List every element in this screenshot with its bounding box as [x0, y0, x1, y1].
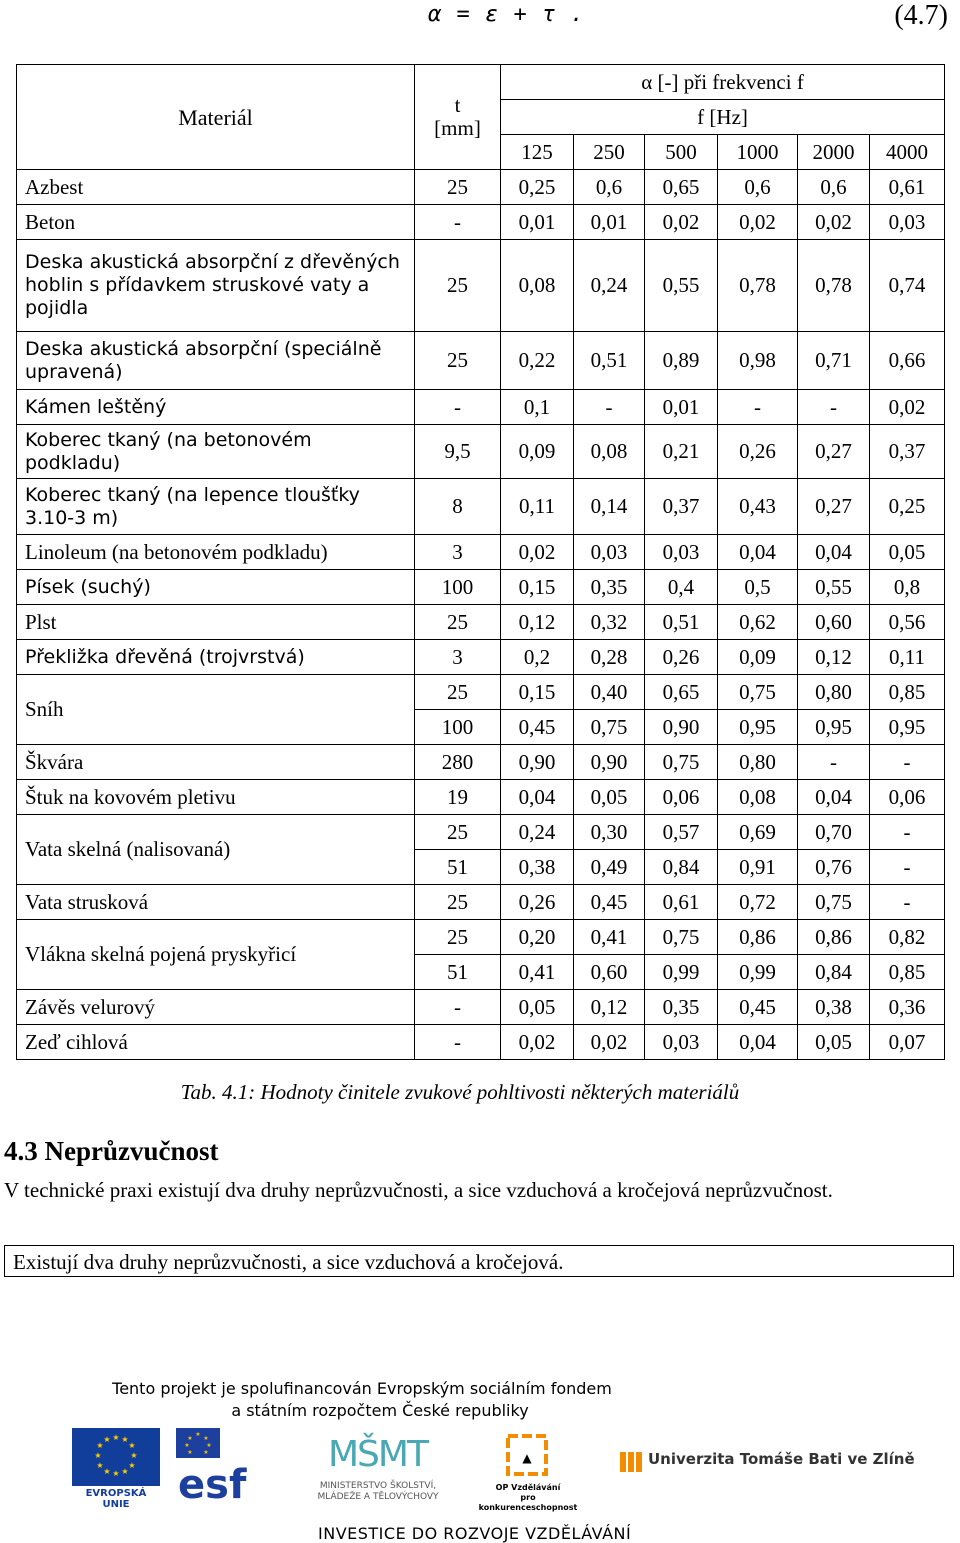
thickness-cell: -	[415, 990, 501, 1025]
material-name: Kámen leštěný	[17, 390, 415, 425]
thickness-cell: -	[415, 205, 501, 240]
alpha-cell: 0,07	[870, 1025, 945, 1060]
equation-formula: α = ε + τ .	[428, 2, 585, 27]
table-row	[17, 745, 945, 780]
alpha-cell: 0,05	[870, 535, 945, 570]
header-alpha: α [-] při frekvenci f	[501, 65, 945, 100]
alpha-cell: 0,80	[798, 675, 870, 710]
alpha-cell: 0,03	[870, 205, 945, 240]
header-freq-125: 125	[501, 135, 574, 170]
alpha-cell: 0,49	[574, 850, 645, 885]
alpha-cell: -	[798, 390, 870, 425]
table-row	[17, 170, 945, 205]
table-body	[17, 170, 945, 1060]
msmt-logo	[288, 1428, 468, 1502]
alpha-cell: 0,04	[798, 535, 870, 570]
alpha-cell: 0,55	[645, 240, 718, 332]
utb-logo	[620, 1448, 915, 1478]
header-freq-2000: 2000	[798, 135, 870, 170]
alpha-cell: 0,01	[501, 205, 574, 240]
header-freq-4000: 4000	[870, 135, 945, 170]
table-row	[17, 675, 945, 710]
alpha-cell: 0,02	[501, 1025, 574, 1060]
utb-label: Univerzita Tomáše Bati ve Zlíně	[648, 1450, 915, 1468]
svg-text:★: ★	[103, 1467, 111, 1476]
table-row	[17, 479, 945, 535]
equation	[0, 0, 960, 40]
thickness-cell: 19	[415, 780, 501, 815]
alpha-cell: -	[574, 390, 645, 425]
alpha-cell: 0,70	[798, 815, 870, 850]
alpha-cell: 0,78	[798, 240, 870, 332]
opvk-label-1: OP Vzdělávání	[495, 1483, 561, 1492]
alpha-cell: 0,36	[870, 990, 945, 1025]
svg-text:★: ★	[128, 1461, 136, 1470]
alpha-cell: 0,56	[870, 605, 945, 640]
footer-line-1: Tento projekt je spolufinancován Evropským sociálním fondem	[112, 1379, 612, 1398]
thickness-cell: 25	[415, 675, 501, 710]
svg-text:★: ★	[121, 1467, 129, 1476]
material-name: Deska akustická absorpční z dřevěných hoblin s přídavkem struskové vaty a pojidla	[17, 240, 415, 332]
alpha-cell: 0,85	[870, 675, 945, 710]
table-row	[17, 332, 945, 390]
esf-logo	[176, 1428, 272, 1500]
table-row	[17, 240, 945, 332]
table-row	[17, 390, 945, 425]
alpha-cell: 0,08	[574, 425, 645, 479]
alpha-cell: 0,60	[798, 605, 870, 640]
alpha-cell: 0,95	[798, 710, 870, 745]
summary-box: Existují dva druhy neprůzvučnosti, a sice vzduchová a kročejová.	[4, 1245, 954, 1277]
alpha-cell: 0,25	[870, 479, 945, 535]
svg-text:★: ★	[203, 1449, 209, 1456]
alpha-cell: 0,08	[718, 780, 798, 815]
alpha-cell: 0,03	[574, 535, 645, 570]
alpha-cell: 0,03	[645, 1025, 718, 1060]
msmt-label-1: MINISTERSTVO ŠKOLSTVÍ,	[319, 1481, 437, 1491]
thickness-cell: -	[415, 1025, 501, 1060]
alpha-cell: 0,40	[574, 675, 645, 710]
alpha-cell: 0,45	[718, 990, 798, 1025]
thickness-cell: 100	[415, 710, 501, 745]
alpha-cell: 0,15	[501, 570, 574, 605]
alpha-cell: 0,76	[798, 850, 870, 885]
thickness-cell: 3	[415, 640, 501, 675]
header-frequency: f [Hz]	[501, 100, 945, 135]
alpha-cell: -	[870, 815, 945, 850]
alpha-cell: 0,90	[501, 745, 574, 780]
svg-text:★: ★	[203, 1435, 209, 1442]
alpha-cell: 0,04	[718, 1025, 798, 1060]
svg-text:★: ★	[121, 1435, 129, 1444]
thickness-cell: 51	[415, 850, 501, 885]
material-name: Štuk na kovovém pletivu	[17, 780, 415, 815]
thickness-cell: 25	[415, 815, 501, 850]
alpha-cell: 0,41	[574, 920, 645, 955]
table-row	[17, 780, 945, 815]
alpha-cell: 0,86	[718, 920, 798, 955]
material-name: Koberec tkaný (na betonovém podkladu)	[17, 425, 415, 479]
equation-number: (4.7)	[894, 0, 948, 31]
alpha-cell: 0,35	[645, 990, 718, 1025]
alpha-cell: 0,24	[501, 815, 574, 850]
section-paragraph: V technické praxi existují dva druhy neprůzvučnosti, a sice vzduchová a kročejová neprůzvučnost.	[4, 1178, 833, 1202]
material-name: Zeď cihlová	[17, 1025, 415, 1060]
alpha-cell: 0,69	[718, 815, 798, 850]
alpha-cell: -	[870, 745, 945, 780]
thickness-cell: 3	[415, 535, 501, 570]
alpha-cell: 0,8	[870, 570, 945, 605]
thickness-cell: 25	[415, 920, 501, 955]
material-name: Vata strusková	[17, 885, 415, 920]
eu-logo	[72, 1428, 160, 1510]
alpha-cell: 0,24	[574, 240, 645, 332]
svg-text:MŠMT: MŠMT	[328, 1434, 427, 1475]
svg-text:★: ★	[96, 1461, 104, 1470]
alpha-cell: 0,02	[645, 205, 718, 240]
alpha-cell: 0,05	[574, 780, 645, 815]
alpha-cell: 0,45	[574, 885, 645, 920]
alpha-cell: 0,62	[718, 605, 798, 640]
table-row	[17, 1025, 945, 1060]
alpha-cell: 0,78	[718, 240, 798, 332]
header-freq-1000: 1000	[718, 135, 798, 170]
alpha-cell: 0,09	[718, 640, 798, 675]
alpha-cell: 0,75	[718, 675, 798, 710]
alpha-cell: 0,65	[645, 675, 718, 710]
material-name: Beton	[17, 205, 415, 240]
alpha-cell: 0,21	[645, 425, 718, 479]
alpha-cell: 0,51	[645, 605, 718, 640]
svg-text:★: ★	[96, 1441, 104, 1450]
svg-text:★: ★	[112, 1469, 120, 1478]
alpha-cell: 0,95	[718, 710, 798, 745]
alpha-cell: 0,08	[501, 240, 574, 332]
material-name: Vlákna skelná pojená pryskyřicí	[17, 920, 415, 990]
thickness-cell: 25	[415, 885, 501, 920]
alpha-cell: 0,6	[798, 170, 870, 205]
thickness-cell: 8	[415, 479, 501, 535]
alpha-cell: 0,99	[645, 955, 718, 990]
alpha-cell: 0,89	[645, 332, 718, 390]
alpha-cell: 0,02	[501, 535, 574, 570]
alpha-cell: 0,37	[645, 479, 718, 535]
alpha-cell: 0,01	[645, 390, 718, 425]
alpha-cell: 0,11	[501, 479, 574, 535]
table-row	[17, 885, 945, 920]
thickness-cell: 280	[415, 745, 501, 780]
alpha-cell: 0,72	[718, 885, 798, 920]
material-name: Závěs velurový	[17, 990, 415, 1025]
alpha-cell: 0,5	[718, 570, 798, 605]
alpha-cell: 0,04	[718, 535, 798, 570]
alpha-cell: 0,4	[645, 570, 718, 605]
svg-text:★: ★	[103, 1435, 111, 1444]
alpha-cell: 0,22	[501, 332, 574, 390]
table-row	[17, 205, 945, 240]
alpha-cell: 0,65	[645, 170, 718, 205]
material-name: Škvára	[17, 745, 415, 780]
alpha-cell: 0,91	[718, 850, 798, 885]
svg-text:▲: ▲	[522, 1451, 532, 1465]
alpha-cell: 0,15	[501, 675, 574, 710]
alpha-cell: 0,12	[574, 990, 645, 1025]
thickness-cell: 25	[415, 332, 501, 390]
eu-label: EVROPSKÁ UNIE	[85, 1488, 147, 1510]
footer-line-2: a státním rozpočtem České republiky	[231, 1401, 529, 1420]
header-material: Materiál	[17, 65, 415, 170]
alpha-cell: 0,82	[870, 920, 945, 955]
alpha-cell: 0,38	[798, 990, 870, 1025]
svg-text:★: ★	[112, 1433, 120, 1442]
material-name: Linoleum (na betonovém podkladu)	[17, 535, 415, 570]
alpha-cell: 0,02	[718, 205, 798, 240]
alpha-cell: 0,35	[574, 570, 645, 605]
alpha-cell: 0,27	[798, 479, 870, 535]
material-name: Plst	[17, 605, 415, 640]
alpha-cell: 0,02	[870, 390, 945, 425]
alpha-cell: -	[870, 850, 945, 885]
alpha-cell: 0,60	[574, 955, 645, 990]
table-caption	[0, 1080, 960, 1105]
alpha-cell: 0,28	[574, 640, 645, 675]
alpha-cell: 0,57	[645, 815, 718, 850]
header-freq-500: 500	[645, 135, 718, 170]
alpha-cell: 0,06	[870, 780, 945, 815]
absorption-table	[16, 64, 945, 1060]
svg-text:★: ★	[184, 1442, 190, 1449]
svg-text:★: ★	[94, 1451, 102, 1460]
alpha-cell: 0,12	[501, 605, 574, 640]
alpha-cell: 0,51	[574, 332, 645, 390]
alpha-cell: 0,05	[501, 990, 574, 1025]
material-name: Azbest	[17, 170, 415, 205]
alpha-cell: 0,84	[798, 955, 870, 990]
thickness-cell: 25	[415, 170, 501, 205]
alpha-cell: 0,41	[501, 955, 574, 990]
header-thickness-unit: [mm]	[434, 116, 481, 140]
material-name: Koberec tkaný (na lepence tloušťky 3.10-3 m)	[17, 479, 415, 535]
material-name: Překližka dřevěná (trojvrstvá)	[17, 640, 415, 675]
table-row	[17, 815, 945, 850]
alpha-cell: 0,95	[870, 710, 945, 745]
alpha-cell: 0,61	[645, 885, 718, 920]
alpha-cell: 0,2	[501, 640, 574, 675]
alpha-cell: 0,26	[718, 425, 798, 479]
alpha-cell: 0,75	[645, 745, 718, 780]
alpha-cell: 0,26	[645, 640, 718, 675]
alpha-cell: 0,01	[574, 205, 645, 240]
alpha-cell: 0,14	[574, 479, 645, 535]
alpha-cell: -	[718, 390, 798, 425]
alpha-cell: 0,84	[645, 850, 718, 885]
alpha-cell: 0,05	[798, 1025, 870, 1060]
thickness-cell: 100	[415, 570, 501, 605]
table-caption-text: Tab. 4.1: Hodnoty činitele zvukové pohltivosti některých materiálů	[180, 1080, 740, 1104]
alpha-cell: 0,75	[798, 885, 870, 920]
material-name: Vata skelná (nalisovaná)	[17, 815, 415, 885]
section-title: 4.3 Neprůzvučnost	[4, 1136, 219, 1166]
table-row	[17, 640, 945, 675]
material-name: Sníh	[17, 675, 415, 745]
alpha-cell: 0,99	[718, 955, 798, 990]
alpha-cell: 0,45	[501, 710, 574, 745]
material-name: Deska akustická absorpční (speciálně upravená)	[17, 332, 415, 390]
thickness-cell: 51	[415, 955, 501, 990]
header-thickness-symbol: t	[454, 93, 461, 117]
alpha-cell: 0,75	[645, 920, 718, 955]
table-row	[17, 605, 945, 640]
svg-text:★: ★	[206, 1442, 212, 1449]
alpha-cell: 0,02	[574, 1025, 645, 1060]
alpha-cell: 0,71	[798, 332, 870, 390]
header-freq-250: 250	[574, 135, 645, 170]
alpha-cell: 0,98	[718, 332, 798, 390]
alpha-cell: 0,20	[501, 920, 574, 955]
alpha-cell: -	[798, 745, 870, 780]
footer-bottom-text: INVESTICE DO ROZVOJE VZDĚLÁVÁNÍ	[318, 1524, 632, 1543]
svg-text:★: ★	[128, 1441, 136, 1450]
thickness-cell: 25	[415, 605, 501, 640]
alpha-cell: 0,75	[574, 710, 645, 745]
alpha-cell: -	[870, 885, 945, 920]
thickness-cell: -	[415, 390, 501, 425]
alpha-cell: 0,32	[574, 605, 645, 640]
table-row	[17, 425, 945, 479]
alpha-cell: 0,04	[798, 780, 870, 815]
alpha-cell: 0,30	[574, 815, 645, 850]
svg-text:★: ★	[195, 1431, 201, 1438]
svg-text:★: ★	[187, 1435, 193, 1442]
alpha-cell: 0,03	[645, 535, 718, 570]
alpha-cell: 0,26	[501, 885, 574, 920]
table-row	[17, 920, 945, 955]
alpha-cell: 0,90	[574, 745, 645, 780]
thickness-cell: 25	[415, 240, 501, 332]
utb-emblem-icon	[620, 1448, 644, 1476]
alpha-cell: 0,80	[718, 745, 798, 780]
alpha-cell: 0,25	[501, 170, 574, 205]
material-name: Písek (suchý)	[17, 570, 415, 605]
alpha-cell: 0,66	[870, 332, 945, 390]
table-row	[17, 990, 945, 1025]
svg-text:★: ★	[187, 1449, 193, 1456]
opvk-label-2: pro konkurenceschopnost	[478, 1493, 578, 1512]
alpha-cell: 0,86	[798, 920, 870, 955]
alpha-cell: 0,37	[870, 425, 945, 479]
svg-text:esf: esf	[178, 1462, 247, 1500]
msmt-label-2: MLÁDEŽE A TĚLOVÝCHOVY	[317, 1492, 439, 1502]
alpha-cell: 0,74	[870, 240, 945, 332]
alpha-cell: 0,85	[870, 955, 945, 990]
alpha-cell: 0,1	[501, 390, 574, 425]
alpha-cell: 0,55	[798, 570, 870, 605]
alpha-cell: 0,6	[718, 170, 798, 205]
table-row	[17, 570, 945, 605]
alpha-cell: 0,12	[798, 640, 870, 675]
alpha-cell: 0,04	[501, 780, 574, 815]
thickness-cell: 9,5	[415, 425, 501, 479]
alpha-cell: 0,90	[645, 710, 718, 745]
opvk-logo	[478, 1432, 578, 1512]
alpha-cell: 0,09	[501, 425, 574, 479]
header-thickness	[415, 65, 501, 170]
alpha-cell: 0,06	[645, 780, 718, 815]
alpha-cell: 0,27	[798, 425, 870, 479]
alpha-cell: 0,02	[798, 205, 870, 240]
alpha-cell: 0,6	[574, 170, 645, 205]
table-row	[17, 535, 945, 570]
alpha-cell: 0,43	[718, 479, 798, 535]
alpha-cell: 0,38	[501, 850, 574, 885]
eu-flag-icon	[72, 1428, 160, 1486]
alpha-cell: 0,61	[870, 170, 945, 205]
svg-text:★: ★	[130, 1451, 138, 1460]
alpha-cell: 0,11	[870, 640, 945, 675]
